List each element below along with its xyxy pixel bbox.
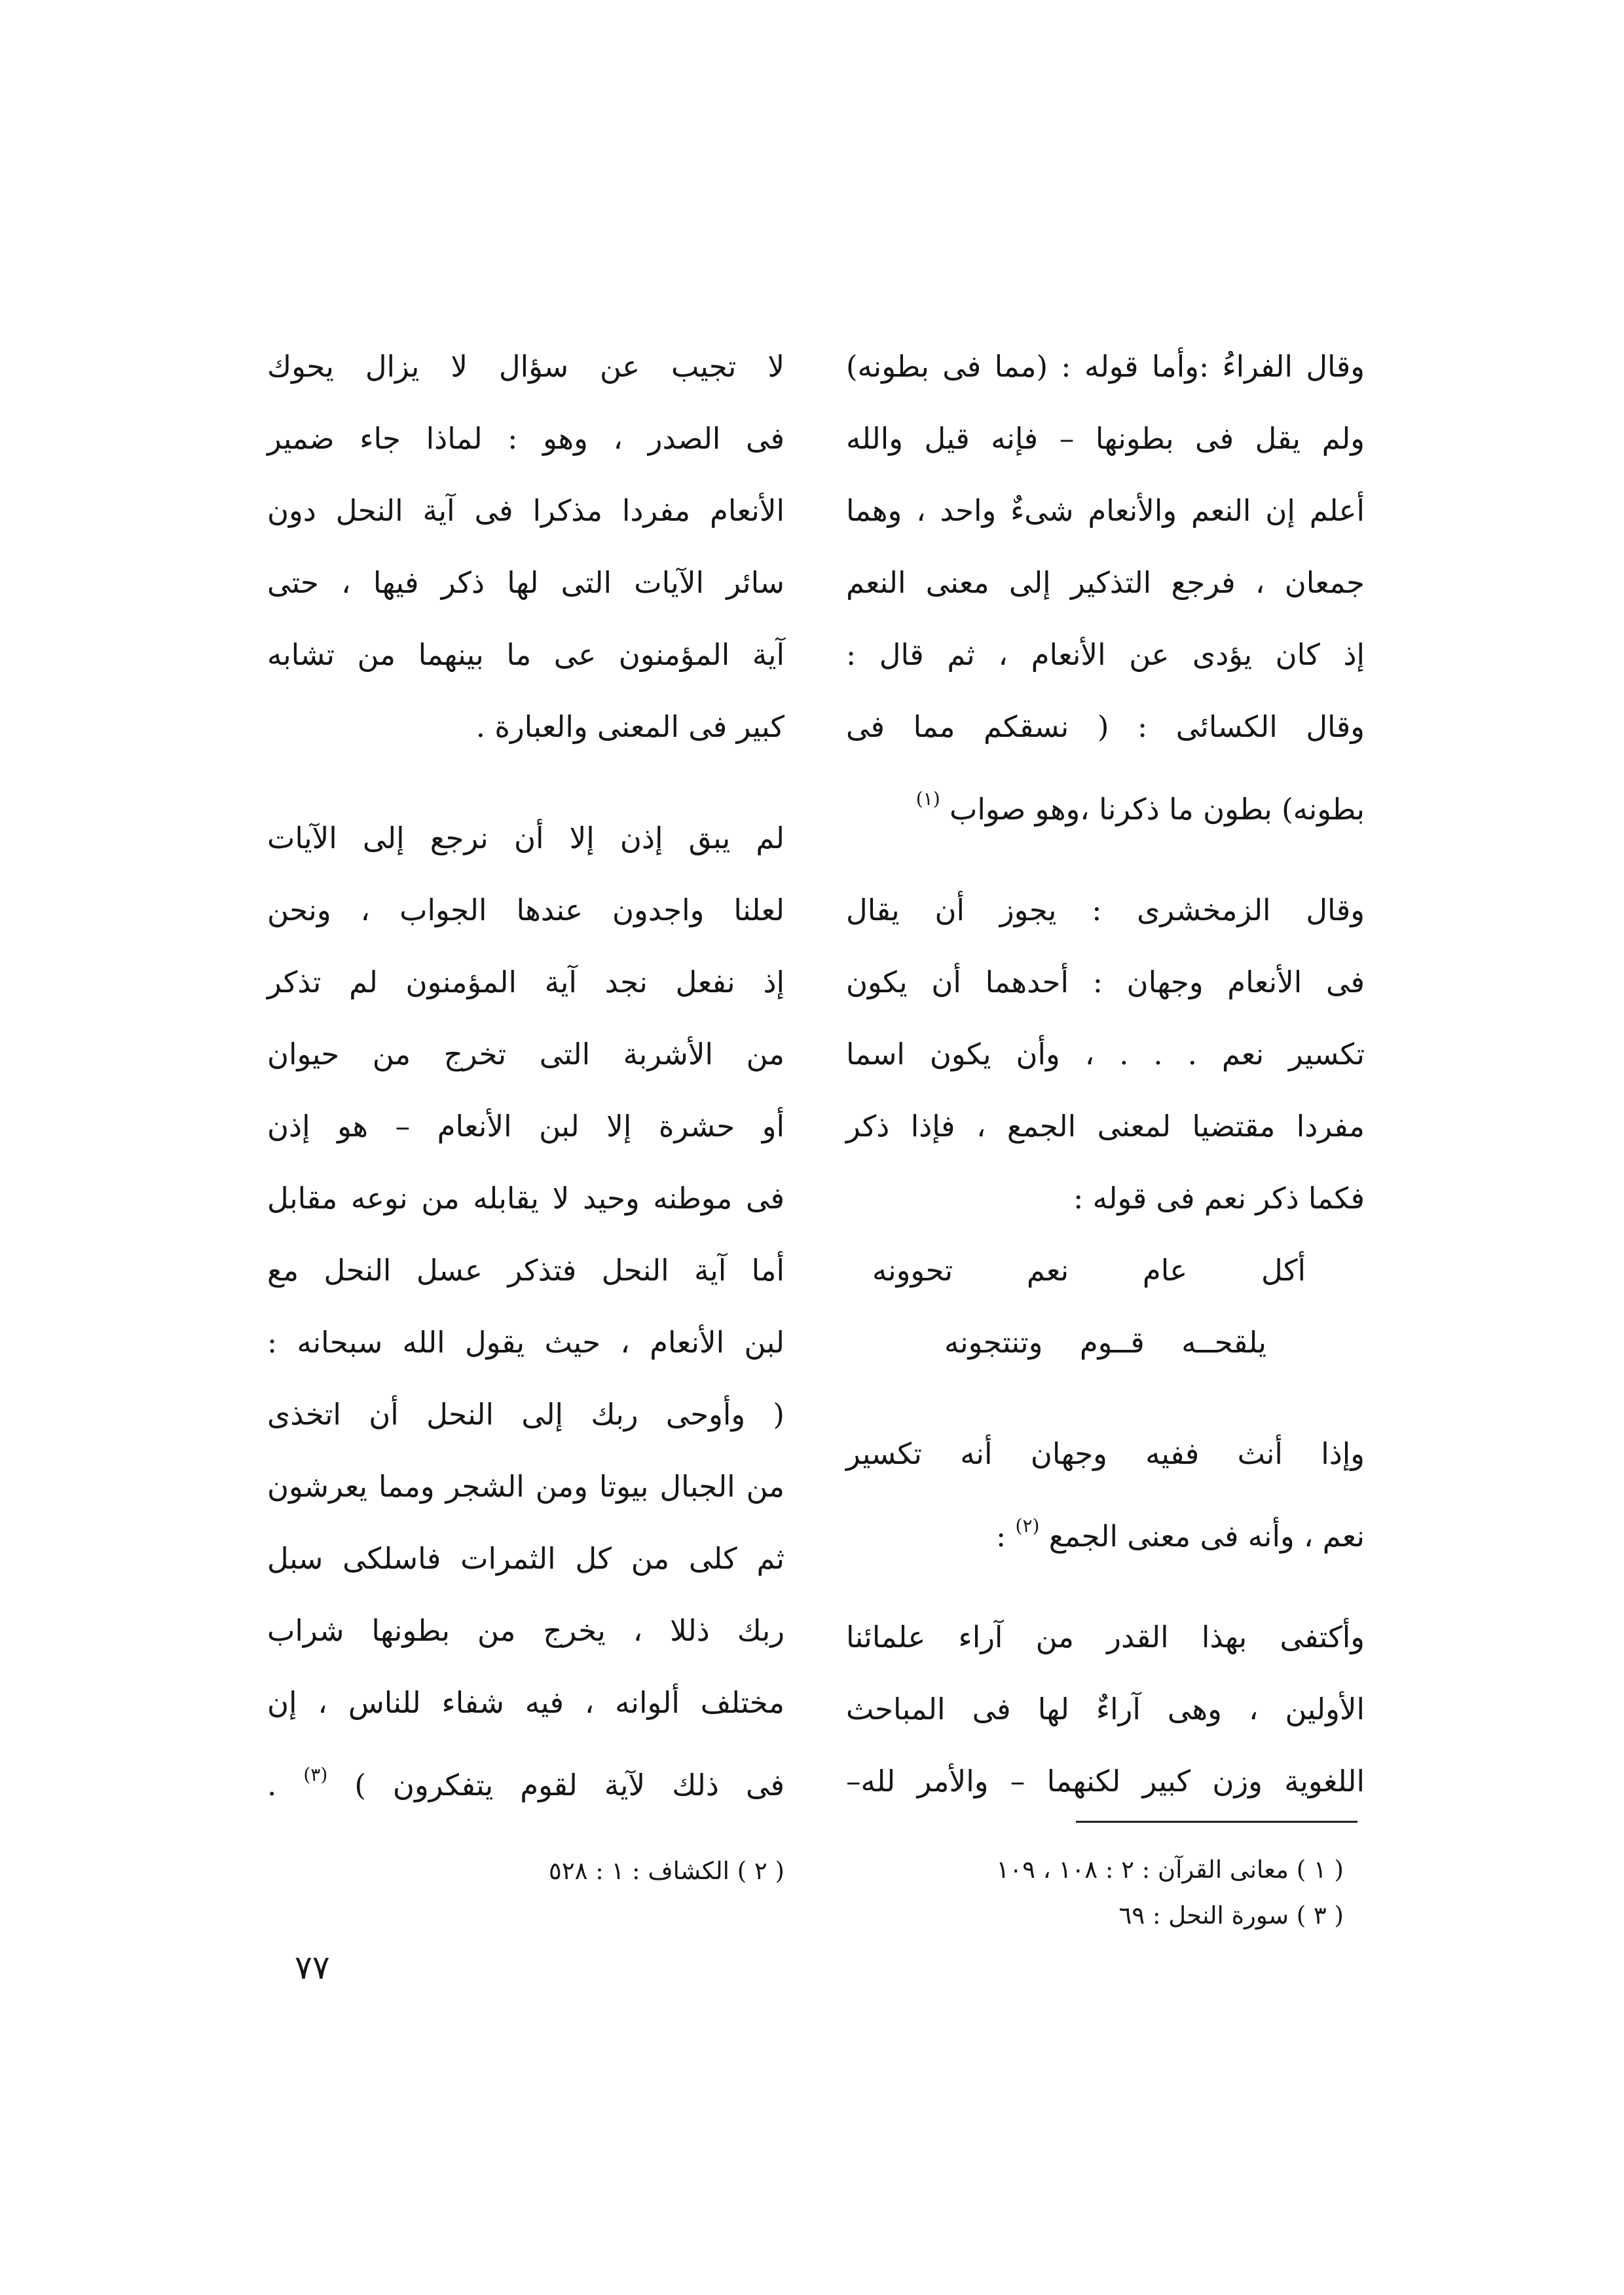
- page-number: ٧٧: [295, 1949, 330, 1987]
- text-line-content: .: [267, 1768, 277, 1802]
- text-line: أو حشرة إلا لبن الأنعام – هو إذن: [267, 1109, 784, 1144]
- footnote-marker: (٣): [303, 1764, 328, 1785]
- verse-line: يلقحــه قــوم وتنتجونه: [944, 1325, 1266, 1360]
- text-line: وأكتفى بهذا القدر من آراء علمائنا: [846, 1620, 1365, 1654]
- paragraph-question: [267, 331, 784, 763]
- text-line: جمعان ، فرجع التذكير إلى معنى النعم: [846, 565, 1365, 600]
- text-line: مفردا مقتضيا لمعنى الجمع ، فإذا ذكر: [846, 1109, 1365, 1144]
- text-line: ولم يقل فى بطونها – فإنه قيل والله: [846, 421, 1365, 456]
- left-text-column: [267, 331, 784, 1811]
- text-line: مختلف ألوانه ، فيه شفاء للناس ، إن: [267, 1685, 784, 1720]
- text-line: فى الصدر ، وهو : لماذا جاء ضمير: [267, 421, 784, 456]
- paragraph-zamakhshari: [846, 874, 1365, 1235]
- text-line: تكسير نعم . . . ، وأن يكون اسما: [846, 1037, 1365, 1072]
- text-line: اللغوية وزن كبير لكنهما – والأمر لله–: [846, 1764, 1365, 1799]
- text-line: ربك ذللا ، يخرج من بطونها شراب: [267, 1613, 784, 1648]
- text-line: إذ نفعل نجد آية المؤمنون لم تذكر: [267, 965, 784, 999]
- text-line: لا تجيب عن سؤال لا يزال يحوك: [267, 349, 784, 384]
- text-line: أعلم إن النعم والأنعام شىءٌ واحد ، وهما: [846, 493, 1365, 528]
- right-text-column: [846, 331, 1365, 1818]
- text-line: لم يبق إذن إلا أن نرجع إلى الآيات: [267, 821, 784, 855]
- text-line: أما آية النحل فتذكر عسل النحل مع: [267, 1253, 784, 1288]
- text-line: كبير فى المعنى والعبارة .: [475, 709, 784, 744]
- footnote-marker: (٢): [1015, 1515, 1040, 1537]
- text-line-content: فى ذلك لآية لقوم يتفكرون ): [354, 1768, 784, 1802]
- text-line: من الجبال بيوتا ومن الشجر ومما يعرشون: [267, 1469, 784, 1504]
- text-line: نعم ، وأنه فى معنى الجمع $^{(٢)}$ :: [996, 1515, 1365, 1554]
- text-line: ثم كلى من كل الثمرات فاسلكى سبل: [267, 1541, 784, 1576]
- text-line: وقال الزمخشرى : يجوز أن يقال: [846, 893, 1365, 927]
- text-line: لعلنا واجدون عندها الجواب ، ونحن: [267, 893, 784, 927]
- text-line: من الأشربة التى تخرج من حيوان: [267, 1037, 784, 1072]
- text-line: فكما ذكر نعم فى قوله :: [1073, 1181, 1365, 1216]
- text-line: الأولين ، وهى آراءٌ لها فى المباحث: [846, 1692, 1365, 1726]
- footnotes-left: [267, 1848, 784, 1894]
- footnotes-right: [846, 1847, 1344, 1939]
- text-line-content: بطونه) بطون ما ذكرنا ،وهو صواب: [949, 792, 1365, 827]
- text-line: [267, 1739, 784, 1811]
- text-line: فى موطنه وحيد لا يقابله من نوعه مقابل: [267, 1181, 784, 1216]
- paragraph-tanith: [846, 1418, 1365, 1562]
- footnote: ( ٢ ) الكشاف : ١ : ٥٢٨: [548, 1857, 784, 1885]
- footnote: ( ١ ) معانى القرآن : ٢ : ١٠٨ ، ١٠٩: [996, 1856, 1344, 1884]
- text-line: سائر الآيات التى لها ذكر فيها ، حتى: [267, 565, 785, 600]
- poetry-verse: [846, 1235, 1365, 1379]
- footnote-marker: (١): [915, 788, 940, 810]
- text-line: وقال الفراءُ :وأما قوله : (مما فى بطونه): [846, 349, 1365, 384]
- verse-line: أكل عام نعم تحوونه: [872, 1253, 1306, 1288]
- text-line: وقال الكسائى : ( نسقكم مما فى: [846, 709, 1365, 744]
- text-line: وإذا أنث ففيه وجهان أنه تكسير: [846, 1436, 1365, 1471]
- text-line: فى الأنعام وجهان : أحدهما أن يكون: [846, 965, 1365, 999]
- text-line: إذ كان يؤدى عن الأنعام ، ثم قال :: [846, 637, 1365, 672]
- text-line: لبن الأنعام ، حيث يقول الله سبحانه :: [267, 1325, 784, 1360]
- paragraph-verses: [267, 802, 784, 1811]
- text-line: ( وأوحى ربك إلى النحل أن اتخذى: [267, 1397, 784, 1432]
- footnote-separator: [1076, 1821, 1357, 1823]
- text-line-content: نعم ، وأنه فى معنى الجمع: [1048, 1519, 1365, 1554]
- paragraph-conclusion: [846, 1601, 1365, 1818]
- text-line: [846, 763, 1365, 835]
- footnote: ( ٣ ) سورة النحل : ٦٩: [1118, 1901, 1344, 1930]
- text-line: الأنعام مفردا مذكرا فى آية النحل دون: [267, 493, 784, 528]
- paragraph-farra: [846, 331, 1365, 835]
- text-line: آية المؤمنون عى ما بينهما من تشابه: [267, 637, 784, 672]
